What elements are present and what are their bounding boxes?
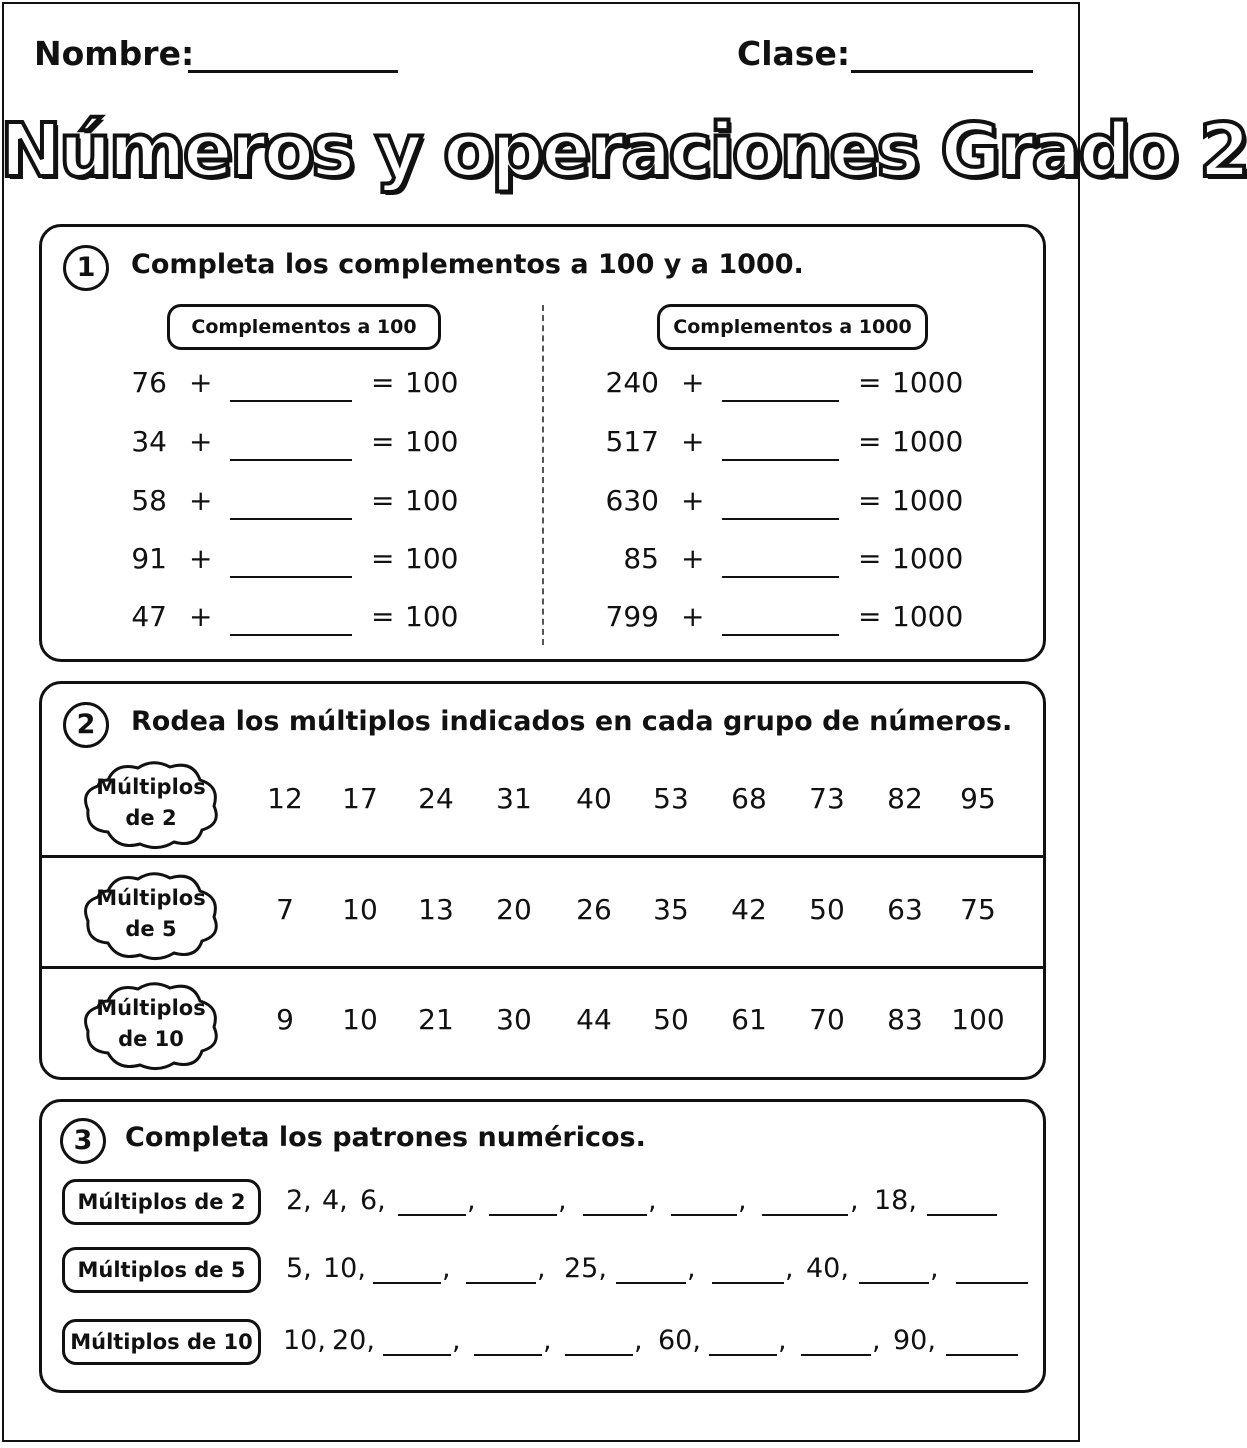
pattern-value: , [738,1185,747,1216]
multiples-group-label [78,993,224,1055]
circle-target-number[interactable]: 44 [576,1003,612,1036]
addend: 517 [605,425,659,458]
total: 1000 [892,366,964,399]
equals-sign: = [858,366,882,399]
answer-blank[interactable] [722,542,839,578]
pattern-blank[interactable] [489,1214,557,1216]
circle-target-number[interactable]: 24 [418,782,454,815]
answer-blank[interactable] [722,425,839,461]
circle-target-number[interactable]: 75 [960,893,996,926]
section-number-1: 1 [63,245,109,291]
circle-target-number[interactable]: 10 [342,1003,378,1036]
answer-blank[interactable] [722,484,839,520]
circle-target-number[interactable]: 83 [887,1003,923,1036]
multiples-label-line1: Múltiplos [96,775,206,799]
complements-100-label: Complementos a 100 [167,304,441,350]
circle-target-number[interactable]: 30 [496,1003,532,1036]
pattern-value: 6, [360,1185,386,1216]
total: 1000 [892,484,964,517]
circle-target-number[interactable]: 50 [653,1003,689,1036]
circle-target-number[interactable]: 63 [887,893,923,926]
pattern-blank[interactable] [583,1214,647,1216]
name-label: Nombre: [34,34,195,73]
circle-target-number[interactable]: 70 [809,1003,845,1036]
pattern-value: 5, [286,1253,312,1284]
pattern-value: 60, [658,1325,701,1356]
circle-target-number[interactable]: 61 [731,1003,767,1036]
equation-row [0,366,1086,406]
pattern-blank[interactable] [383,1354,451,1356]
total: 100 [405,425,459,458]
pattern-value: 10, [323,1253,366,1284]
pattern-blank[interactable] [859,1282,929,1284]
circle-target-number[interactable]: 7 [276,893,294,926]
complements-1000-label: Complementos a 1000 [657,304,928,350]
equals-sign: = [858,484,882,517]
total: 100 [405,484,459,517]
addend: 76 [131,366,167,399]
section-2-instruction: Rodea los múltiplos indicados en cada grupo de números. [131,706,1013,737]
equals-sign: = [858,425,882,458]
circle-target-number[interactable]: 100 [951,1003,1005,1036]
pattern-value: , [558,1185,567,1216]
circle-target-number[interactable]: 13 [418,893,454,926]
total: 100 [405,366,459,399]
circle-target-number[interactable]: 9 [276,1003,294,1036]
pattern-blank[interactable] [474,1354,542,1356]
equation-row [0,484,1086,524]
pattern-value: , [687,1253,696,1284]
pattern-blank[interactable] [709,1354,777,1356]
pattern-label: Múltiplos de 10 [62,1319,261,1365]
answer-blank[interactable] [722,600,839,636]
plus-sign: + [189,484,213,517]
total: 1000 [892,542,964,575]
multiples-label-line1: Múltiplos [96,886,206,910]
page-title: Números y operaciones Grado 2 [0,108,1247,194]
plus-sign: + [189,542,213,575]
pattern-value: , [543,1325,552,1356]
pattern-value: , [537,1253,546,1284]
circle-target-number[interactable]: 40 [576,782,612,815]
pattern-blank[interactable] [956,1282,1028,1284]
pattern-value: 25, [564,1253,607,1284]
circle-target-number[interactable]: 26 [576,893,612,926]
pattern-value: , [442,1253,451,1284]
pattern-value: , [778,1325,787,1356]
circle-target-number[interactable]: 17 [342,782,378,815]
equals-sign: = [858,542,882,575]
addend: 799 [605,600,659,633]
equation-row [0,600,1086,640]
addend: 58 [131,484,167,517]
total: 100 [405,600,459,633]
plus-sign: + [681,484,705,517]
circle-target-number[interactable]: 50 [809,893,845,926]
equals-sign: = [371,425,395,458]
pattern-blank[interactable] [801,1354,871,1356]
plus-sign: + [189,425,213,458]
pattern-value: , [648,1185,657,1216]
plus-sign: + [681,600,705,633]
addend: 91 [131,542,167,575]
column-divider [542,305,544,645]
multiples-label-line2: de 10 [118,1027,184,1051]
pattern-value: , [467,1185,476,1216]
total: 1000 [892,600,964,633]
equals-sign: = [858,600,882,633]
row-divider [39,855,1046,858]
section-number-3: 3 [60,1118,106,1164]
pattern-value: , [634,1325,643,1356]
pattern-blank[interactable] [616,1282,686,1284]
pattern-blank[interactable] [398,1214,466,1216]
equals-sign: = [371,600,395,633]
circle-target-number[interactable]: 68 [731,782,767,815]
class-blank-line[interactable] [851,70,1033,73]
answer-blank[interactable] [722,366,839,402]
pattern-value: 2, [286,1185,312,1216]
plus-sign: + [681,366,705,399]
circle-target-number[interactable]: 73 [809,782,845,815]
circle-target-number[interactable]: 82 [887,782,923,815]
equals-sign: = [371,484,395,517]
pattern-value: , [785,1253,794,1284]
pattern-blank[interactable] [762,1214,848,1216]
pattern-value: 90, [893,1325,936,1356]
plus-sign: + [681,542,705,575]
pattern-value: , [930,1253,939,1284]
circle-target-number[interactable]: 35 [653,893,689,926]
pattern-label: Múltiplos de 5 [62,1247,261,1293]
row-divider [39,966,1046,969]
multiples-group-label [78,883,224,945]
circle-target-number[interactable]: 31 [496,782,532,815]
circle-target-number[interactable]: 42 [731,893,767,926]
multiples-label-line2: de 5 [125,917,177,941]
equation-row [0,425,1086,465]
equation-row [0,542,1086,582]
total: 1000 [892,425,964,458]
pattern-value: , [850,1185,859,1216]
multiples-label-line1: Múltiplos [96,996,206,1020]
pattern-blank[interactable] [373,1282,441,1284]
pattern-value: , [452,1325,461,1356]
equals-sign: = [371,366,395,399]
section-3-instruction: Completa los patrones numéricos. [125,1122,646,1153]
pattern-value: 4, [322,1185,348,1216]
pattern-blank[interactable] [927,1214,997,1216]
pattern-blank[interactable] [946,1354,1018,1356]
pattern-value: 20, [332,1325,375,1356]
addend: 240 [605,366,659,399]
class-label: Clase: [737,34,851,73]
pattern-blank[interactable] [466,1282,536,1284]
pattern-value: 40, [806,1253,849,1284]
circle-target-number[interactable]: 20 [496,893,532,926]
multiples-group-label [78,772,224,834]
pattern-label: Múltiplos de 2 [62,1179,261,1225]
equals-sign: = [371,542,395,575]
pattern-value: , [872,1325,881,1356]
circle-target-number[interactable]: 10 [342,893,378,926]
circle-target-number[interactable]: 21 [418,1003,454,1036]
circle-target-number[interactable]: 53 [653,782,689,815]
plus-sign: + [189,366,213,399]
circle-target-number[interactable]: 12 [267,782,303,815]
circle-target-number[interactable]: 95 [960,782,996,815]
plus-sign: + [189,600,213,633]
section-1-instruction: Completa los complementos a 100 y a 1000. [131,249,804,280]
pattern-blank[interactable] [565,1354,633,1356]
section-number-2: 2 [63,702,109,748]
addend: 34 [131,425,167,458]
plus-sign: + [681,425,705,458]
multiples-label-line2: de 2 [125,806,177,830]
total: 100 [405,542,459,575]
pattern-value: 18, [874,1185,917,1216]
pattern-value: 10, [283,1325,326,1356]
addend: 85 [623,542,659,575]
pattern-blank[interactable] [671,1214,737,1216]
addend: 47 [131,600,167,633]
addend: 630 [605,484,659,517]
name-blank-line[interactable] [188,70,398,73]
pattern-blank[interactable] [712,1282,784,1284]
